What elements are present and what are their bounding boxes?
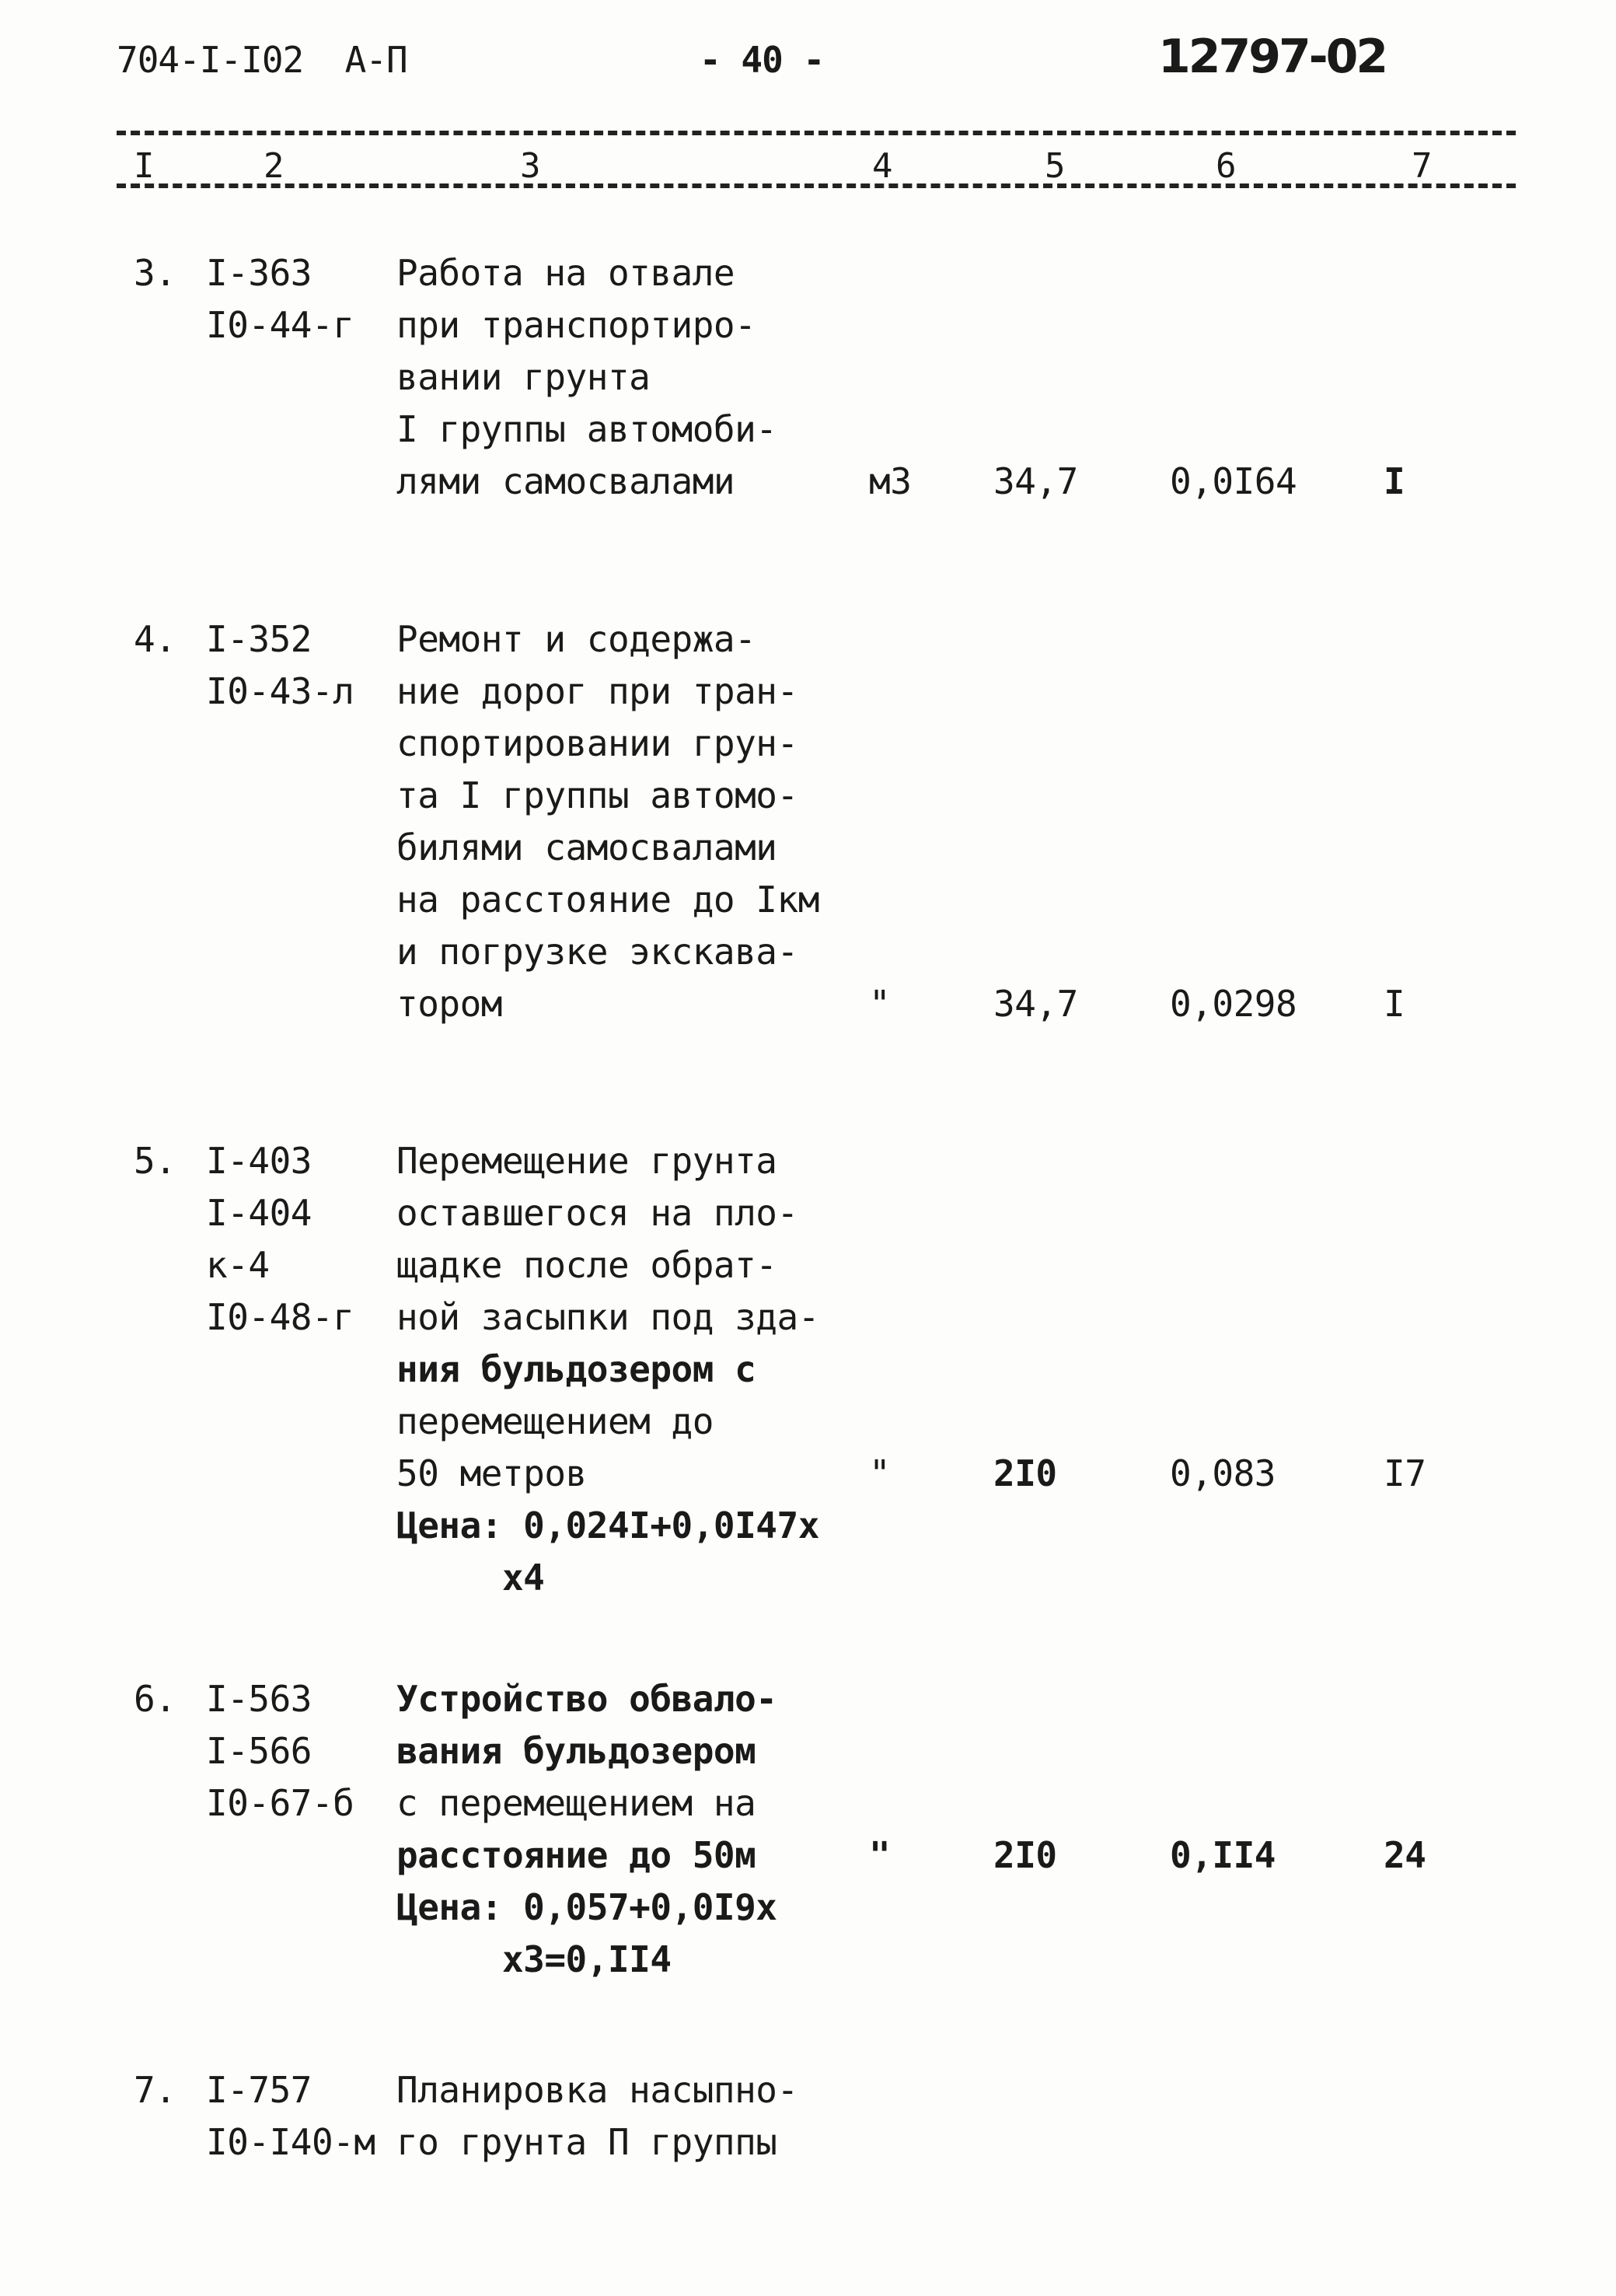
work-description-line: вания бульдозером [396,1730,756,1772]
work-description-line: билями самосвалами [396,826,777,868]
price-formula-line: х3=0,II4 [396,1938,672,1980]
column-number: 2 [260,146,288,186]
work-description-line: та I группы автомо- [396,774,798,816]
work-description-line: Перемещение грунта [396,1140,777,1182]
column-number: 4 [869,146,896,186]
handwritten-sheet-number: 12797-02 [1158,30,1387,84]
norm-value: 0,0I64 [1170,460,1297,502]
rate-code: I0-I40-м [206,2121,375,2163]
page-number: - 40 - [700,39,825,81]
work-description-line: расстояние до 50м [396,1834,756,1876]
work-description-line: Устройство обвало- [396,1678,777,1720]
header-rule-bottom [117,183,1516,188]
work-description-line: лями самосвалами [396,460,735,502]
quantity: 34,7 [993,460,1078,502]
norm-value: 0,0298 [1170,983,1297,1025]
column-7-value: I [1384,460,1405,502]
unit: " [869,983,891,1025]
rate-code: I0-43-л [206,670,354,712]
column-number: 3 [517,146,544,186]
rate-code: I-352 [206,618,312,660]
work-description-line: оставшегося на пло- [396,1192,798,1234]
norm-value: 0,083 [1170,1452,1276,1494]
rate-code: I-563 [206,1678,312,1720]
work-description-line: ния бульдозером с [396,1348,756,1390]
column-number: I [131,146,158,186]
price-formula-line: Цена: 0,057+0,0I9х [396,1886,777,1928]
column-7-value: I [1384,983,1405,1025]
quantity: 2I0 [993,1834,1057,1876]
price-formula-line: Цена: 0,024I+0,0I47х [396,1504,819,1546]
document-code: 704-I-I02 А-П [117,39,407,81]
work-description-line: щадке после обрат- [396,1244,777,1286]
row-number: 6. [134,1678,176,1720]
unit: м3 [869,460,912,502]
rate-code: I-566 [206,1730,312,1772]
work-description-line: тором [396,983,502,1025]
rate-code: к-4 [206,1244,270,1286]
work-description-line: Ремонт и содержа- [396,618,756,660]
column-7-value: 24 [1384,1834,1426,1876]
rate-code: I0-44-г [206,304,354,346]
work-description-line: ной засыпки под зда- [396,1296,819,1338]
row-number: 5. [134,1140,176,1182]
work-description-line: ние дорог при тран- [396,670,798,712]
rate-code: I-403 [206,1140,312,1182]
column-number: 6 [1213,146,1240,186]
work-description-line: вании грунта [396,356,651,398]
work-description-line: I группы автомоби- [396,408,777,450]
price-formula-line: х4 [396,1557,545,1599]
column-number: 7 [1408,146,1436,186]
row-number: 3. [134,252,176,294]
rate-code: I-404 [206,1192,312,1234]
work-description-line: Планировка насыпно- [396,2069,798,2111]
work-description-line: 50 метров [396,1452,587,1494]
column-numbers [0,146,1616,185]
work-description-line: го грунта П группы [396,2121,777,2163]
work-description-line: при транспортиро- [396,304,756,346]
work-description-line: с перемещением на [396,1782,756,1824]
work-description-line: Работа на отвале [396,252,735,294]
work-description-line: спортировании грун- [396,722,798,764]
work-description-line: перемещением до [396,1400,714,1442]
quantity: 34,7 [993,983,1078,1025]
row-number: 7. [134,2069,176,2111]
column-7-value: I7 [1384,1452,1426,1494]
norm-value: 0,II4 [1170,1834,1276,1876]
rate-code: I-757 [206,2069,312,2111]
unit: " [869,1834,891,1876]
column-number: 5 [1042,146,1069,186]
rate-code: I0-48-г [206,1296,354,1338]
header-rule-top [117,131,1516,135]
quantity: 2I0 [993,1452,1057,1494]
work-description-line: и погрузке экскава- [396,931,798,973]
unit: " [869,1452,891,1494]
rate-code: I-363 [206,252,312,294]
row-number: 4. [134,618,176,660]
work-description-line: на расстояние до Iкм [396,879,819,921]
rate-code: I0-67-б [206,1782,354,1824]
